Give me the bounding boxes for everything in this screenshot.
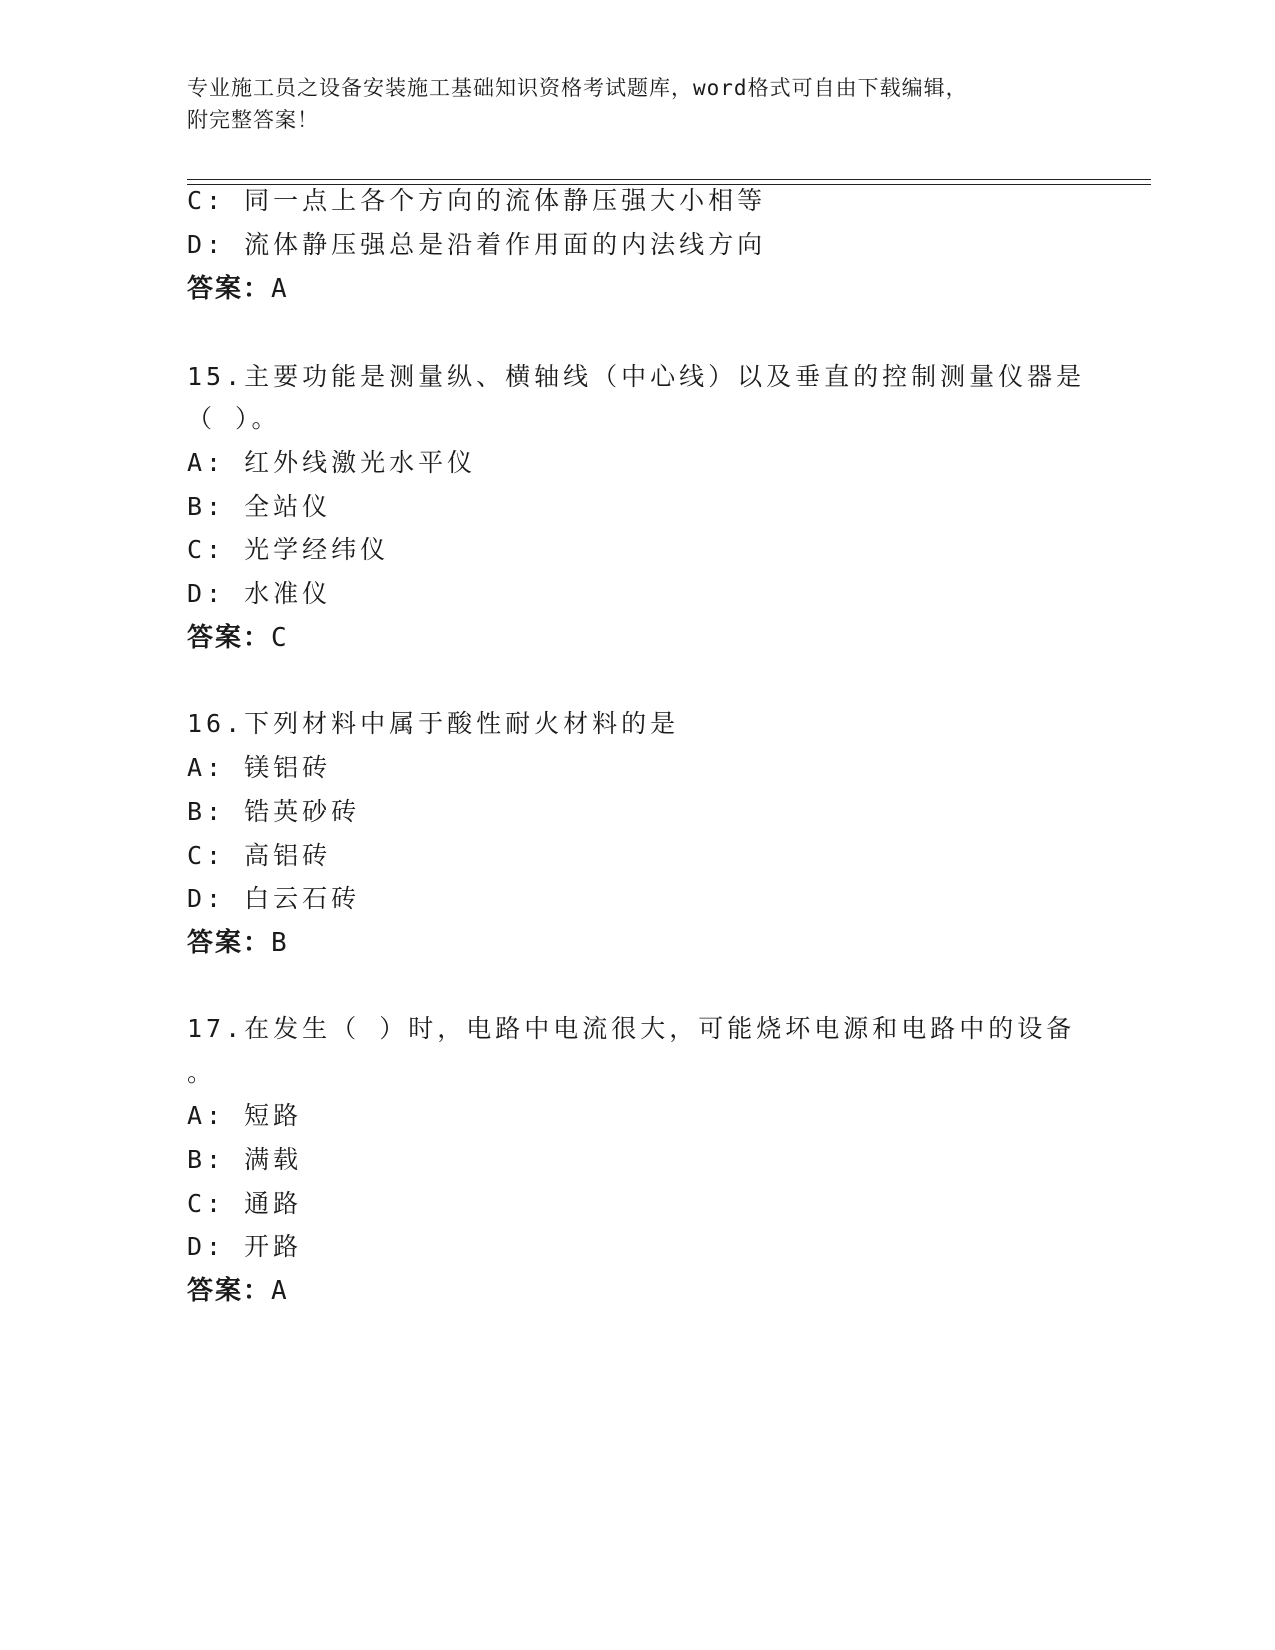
answer-line [187,1274,287,1308]
answer-label: 答案： [187,274,272,304]
question-stem: 17.在发生（ ）时，电路中电流很大，可能烧坏电源和电路中的设备 [187,1014,1076,1043]
header-line-1: 专业施工员之设备安装施工基础知识资格考试题库，word格式可自由下载编辑， [187,76,968,100]
header-rule-top [187,179,1151,180]
header-line-2: 附完整答案！ [187,108,319,132]
answer-label: 答案： [187,1276,272,1306]
question-stem: 15.主要功能是测量纵、横轴线（中心线）以及垂直的控制测量仪器是 [187,362,1086,391]
option-b: B: 满载 [187,1145,303,1174]
option-a: A: 镁铝砖 [187,753,332,782]
document-header [187,72,1067,136]
option-c: C: 通路 [187,1189,303,1218]
option-d: D: 流体静压强总是沿着作用面的内法线方向 [187,230,767,259]
answer-value: B [271,928,287,958]
answer-value: A [271,1276,287,1306]
option-d: D: 水准仪 [187,579,332,608]
option-a: A: 红外线激光水平仪 [187,448,477,477]
answer-value: A [271,274,287,304]
answer-label: 答案： [187,623,272,653]
option-b: B: 锆英砂砖 [187,797,361,826]
option-b: B: 全站仪 [187,492,332,521]
answer-line [187,272,287,306]
option-d: D: 开路 [187,1232,303,1261]
answer-line [187,926,287,960]
option-c: C: 光学经纬仪 [187,535,390,564]
option-c: C: 同一点上各个方向的流体静压强大小相等 [187,186,767,215]
option-c: C: 高铝砖 [187,841,332,870]
question-stem: 16.下列材料中属于酸性耐火材料的是 [187,709,680,738]
answer-label: 答案： [187,928,272,958]
option-a: A: 短路 [187,1101,303,1130]
question-stem-cont: （ ）。 [187,404,281,433]
answer-value: C [271,623,287,653]
question-stem-cont: 。 [187,1058,217,1087]
option-d: D: 白云石砖 [187,884,361,913]
answer-line [187,621,287,655]
